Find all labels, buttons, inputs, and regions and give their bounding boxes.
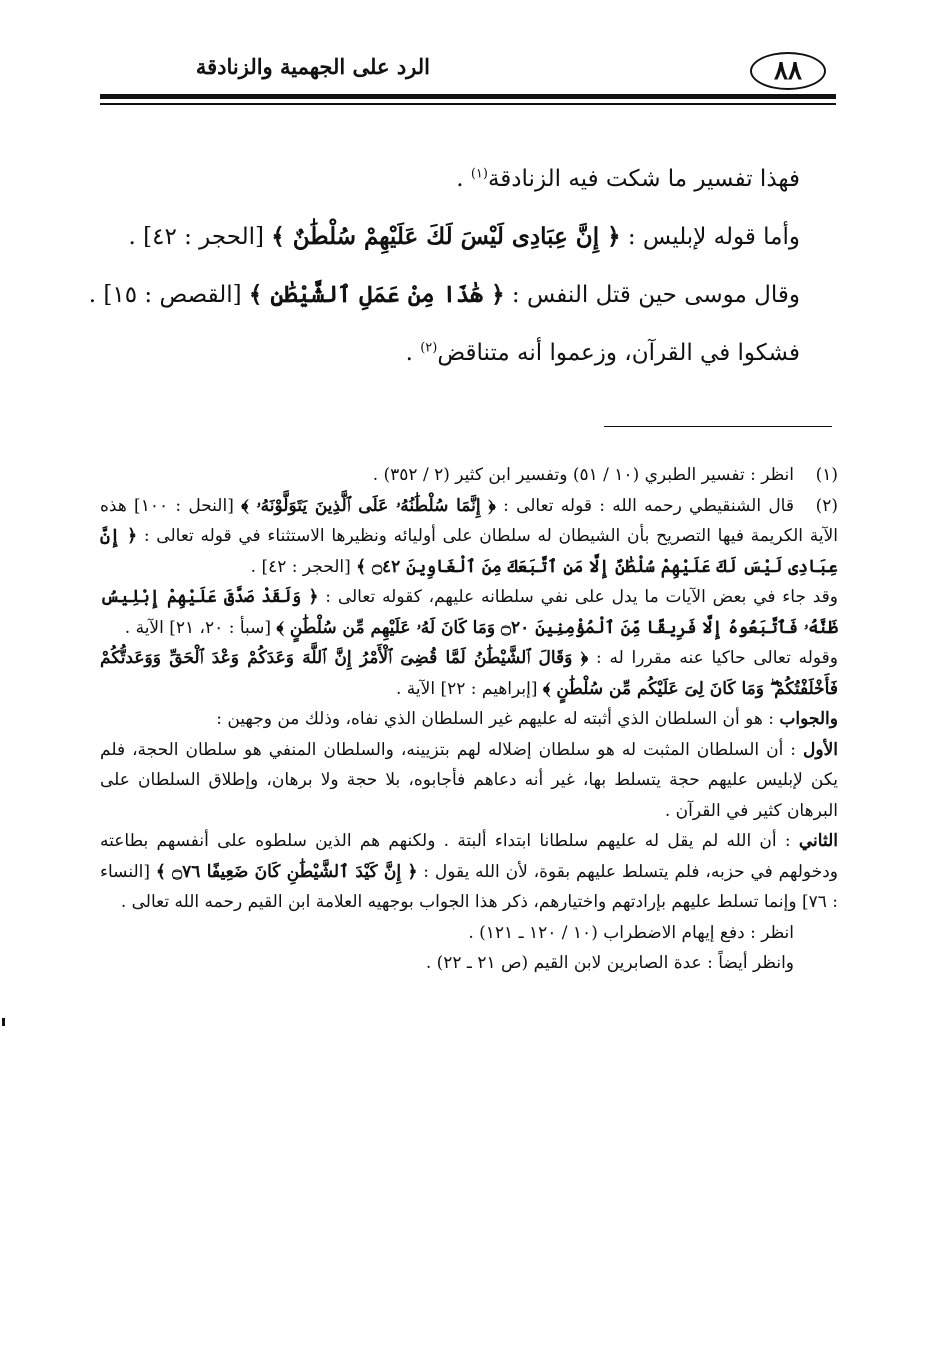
quran-verse: ﴿ إِنَّ كَيْدَ ٱلشَّيْطَٰنِ كَانَ ضَعِيفًا ۝٧٦ ﴾ [155,861,418,882]
quran-verse: ﴿ إِنَّ عِبَادِى لَيْسَ لَكَ عَلَيْهِمْ سُلْطَٰنٌ ﴾ [271,223,621,250]
quran-verse: ﴿ وَلَقَدْ صَدَّقَ عَلَيْهِمْ إِبْلِيسُ ظَنَّهُۥ فَٱتَّبَعُوهُ إِلَّا فَرِيقًا مِّنَ ٱلْمُؤْمِنِينَ ۝٢٠ وَمَا كَانَ لَهُۥ عَلَيْهِم مِّن سُلْطَٰنٍ ﴾ [100,587,838,638]
reference-line: انظر : دفع إيهام الاضطراب (١٠ / ١٢٠ ـ ١٢١) . [468,922,794,943]
footnote-2-first [100,735,838,827]
main-line-text: فهذا تفسير ما شكت فيه الزنادقة [487,166,800,192]
footnote-text: وقوله تعالى حاكيا عنه مقررا له : [588,648,839,668]
main-line [100,150,800,208]
footnote-text: [إبراهيم : ٢٢] الآية . [395,678,543,699]
footnote-2-para-3 [100,643,838,704]
footnote-text: [الحجر : ٤٢] . [250,556,357,577]
quran-verse: ﴿ إِنَّ عِبَادِى لَيْسَ لَكَ عَلَيْهِمْ سُلْطَٰنٌ إِلَّا مَنِ ٱتَّبَعَكَ مِنَ ٱلْغَاوِينَ ۝٤٢ ﴾ [100,526,838,577]
footnote-text: : أن السلطان المثبت له هو سلطان إضلاله لهم بتزيينه، والسلطان المنفي هو سلطان الحجة، فلم يكن لإبليس عليهم حجة يتسلط بها، غير أنه دعاهم فأجابوه، بلا حجة ولا برهان، وإطلاق السلطان على البرهان كثير في القرآن . [100,739,838,821]
main-line [100,324,800,382]
answer-heading: والجواب [779,709,838,729]
main-line-end: . [405,340,421,366]
footnote-1 [100,460,838,491]
main-line [100,208,800,266]
main-line-text: [القصص : ١٥] . [88,282,249,308]
quran-verse: ﴿ هَٰذَا مِنْ عَمَلِ ٱلشَّيْطَٰنِ ﴾ [248,281,505,308]
first-heading: الأول [803,739,838,760]
main-body [88,150,800,382]
footnote-ref: (٢) [420,340,438,356]
footnote-text: انظر : تفسير الطبري (١٠ / ٥١) وتفسير ابن كثير (٢ / ٣٥٢) . [372,465,794,485]
main-line [88,266,800,324]
main-line-text: فشكوا في القرآن، وزعموا أنه متناقض [437,340,800,366]
footnote-text: [سبأ : ٢٠، ٢١] الآية . [124,617,277,638]
footnote-text: : أن الله لم يقل له عليهم سلطانا ابتداء ألبتة . ولكنهم هم الذين سلطوه على أنفسهم بطاعته ودخولهم في حزبه، فلم يتسلط عليهم بقوة، لأن الله يقول : [100,831,838,882]
footnote-2-para-1 [100,491,838,583]
footnote-ref: (١) [470,166,488,182]
footnote-text: [النساء : ٧٦] وإنما تسلط عليهم بإرادتهم واختيارهم، ذكر هذا الجواب بوجهيه العلامة ابن القيم رحمه الله تعالى . [100,861,838,912]
quran-verse: ﴿ إِنَّمَا سُلْطَٰنُهُۥ عَلَى ٱلَّذِينَ يَتَوَلَّوْنَهُۥ ﴾ [241,495,496,516]
footnote-number: (٢) [815,495,838,516]
footnote-number: (١) [815,465,838,485]
footnote-text: : هو أن السلطان الذي أثبته له عليهم غير السلطان الذي نفاه، وذلك من وجهين : [216,709,780,729]
footnotes [100,460,838,979]
footnote-2-para-2 [100,582,838,643]
quran-verse: ﴿ وَقَالَ ٱلشَّيْطَٰنُ لَمَّا قُضِىَ ٱلْأَمْرُ إِنَّ ٱللَّهَ وَعَدَكُمْ وَعْدَ ٱلْحَقِّ وَوَعَدتُّكُمْ فَأَخْلَفْتُكُمْ ۖ وَمَا كَانَ لِىَ عَلَيْكُم مِّن سُلْطَٰنٍ ﴾ [100,648,838,699]
footnote-2-answer [100,704,838,735]
reference-line: وانظر أيضاً : عدة الصابرين لابن القيم (ص ٢١ ـ ٢٢) . [425,953,794,973]
page-number: ٨٨ [750,52,826,90]
main-line-text: وقال موسى حين قتل النفس : [504,282,800,308]
main-line-text: وأما قوله لإبليس : [620,224,800,250]
footnote-text: قال الشنقيطي رحمه الله : قوله تعالى : [495,495,794,516]
header-rule-thin [100,103,836,105]
footnote-text: [النحل : ١٠٠] هذه الآية الكريمة فيها التصريح بأن الشيطان له سلطان على أوليائه ونظيرها الاستثناء في قوله تعالى : [100,495,838,546]
book-title: الرد على الجهمية والزنادقة [195,54,430,79]
header-rule-thick [100,94,836,99]
main-line-end: . [456,166,471,192]
main-line-text: [الحجر : ٤٢] . [128,224,272,250]
footnote-text: وقد جاء في بعض الآيات ما يدل على نفي سلطانه عليهم، كقوله تعالى : [318,587,839,607]
footnote-2-second [100,826,838,918]
scan-edge-mark [2,1018,5,1026]
footnote-separator [604,426,832,427]
second-heading: الثاني [798,831,838,851]
